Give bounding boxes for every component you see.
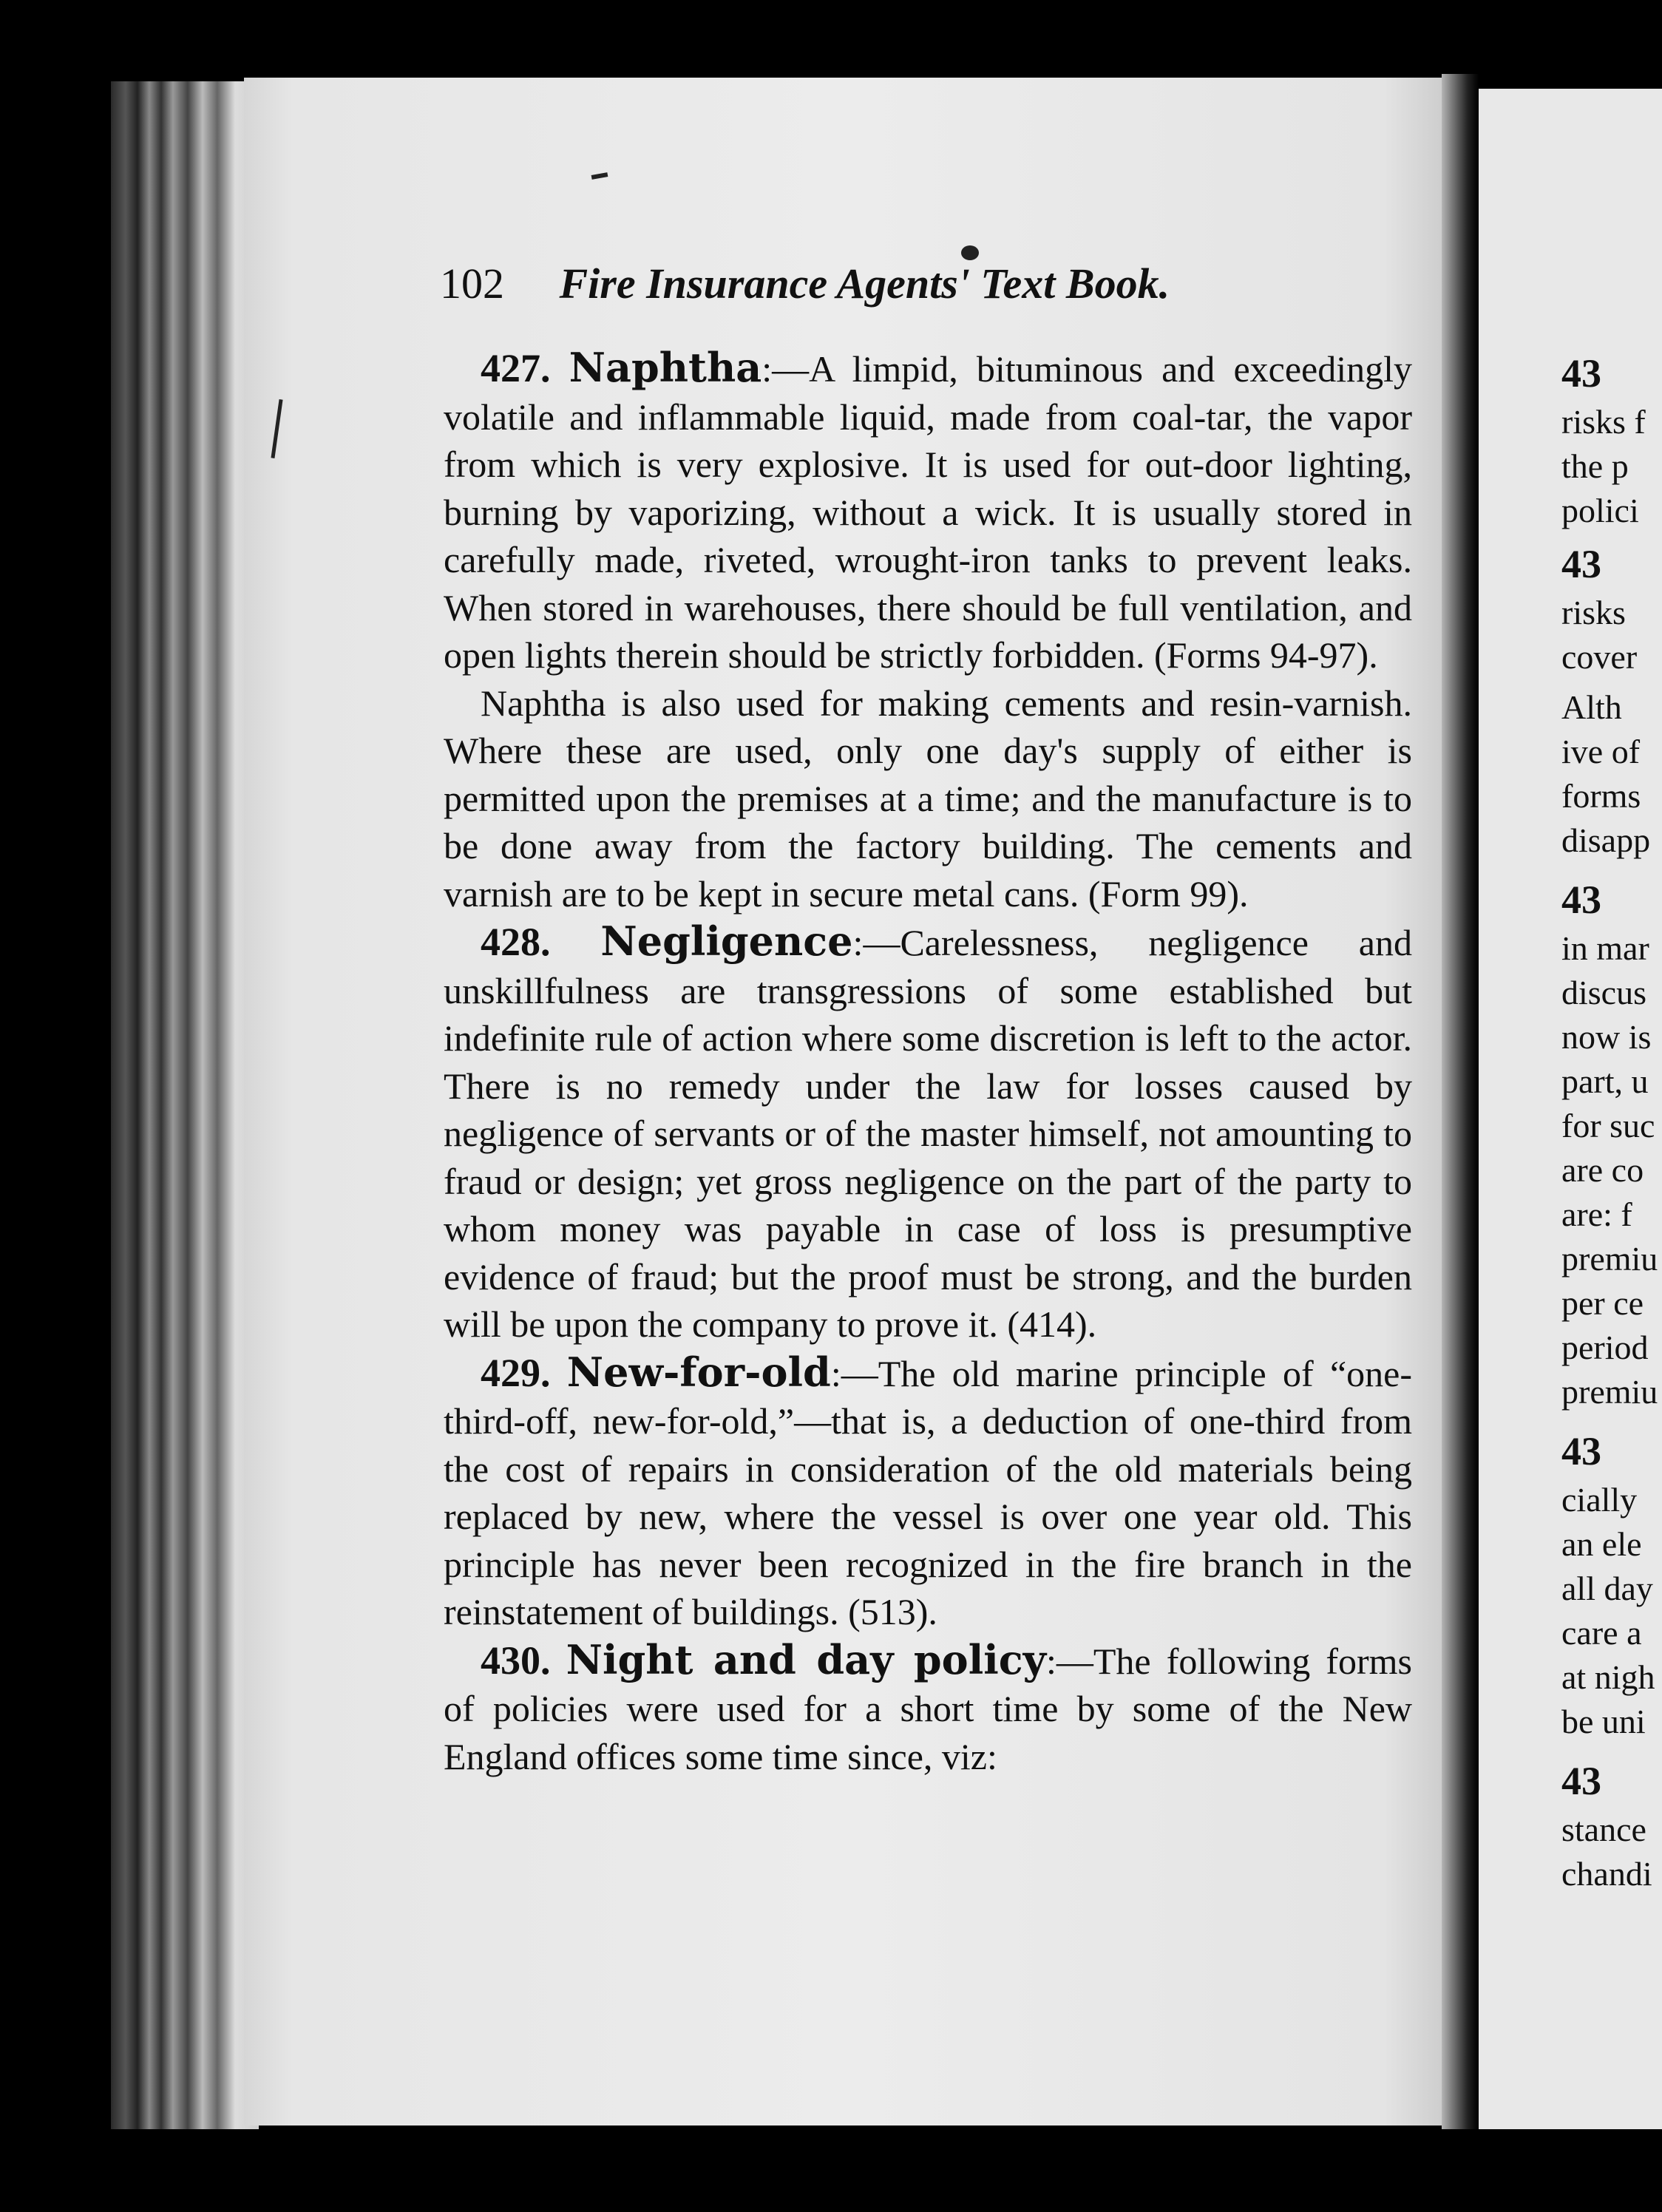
right-page-fragment: premiu (1561, 1240, 1658, 1278)
right-page-fragment: 43 (1561, 878, 1601, 922)
right-page-fragment: stance (1561, 1811, 1646, 1848)
right-page-fragment: risks f (1561, 403, 1646, 441)
right-page-fragment: care a (1561, 1614, 1642, 1652)
page-header (440, 259, 1401, 308)
right-page-fragment: an ele (1561, 1525, 1642, 1563)
right-page-fragment: period (1561, 1329, 1649, 1366)
right-page-fragment: 43 (1561, 542, 1601, 586)
right-page-text-fragments (1561, 351, 1662, 1896)
entry-number: 428. (481, 920, 551, 964)
right-page-fragment: in mar (1561, 929, 1649, 967)
right-page-fragment: per ce (1561, 1284, 1644, 1322)
right-page-fragment: are: f (1561, 1195, 1632, 1233)
right-page-fragment: risks (1561, 594, 1626, 631)
right-page-fragment: disapp (1561, 821, 1651, 859)
right-page-fragment: polici (1561, 492, 1639, 529)
right-page-fragment: 43 (1561, 351, 1601, 396)
right-page-fragment: all day (1561, 1570, 1653, 1607)
right-page-fragment: the p (1561, 447, 1629, 485)
entry-text: :—Carelessness, negligence and unskillfulness are transgressions of some established but indefinite rule of action where some discretion is left to the actor. There is no remedy under the law for losses caused by negligence of servants or of the master himself, not amounting to fraud or design; yet gross negligence on the part of the party to whom money was payable in case of loss is presumptive evidence of fraud; but the proof must be strong, and the burden will be upon the company to prove it. (414). (444, 922, 1412, 1345)
right-page-fragment: for suc (1561, 1107, 1655, 1144)
page-gutter (1442, 74, 1479, 2129)
entry-number: 430. (481, 1638, 551, 1683)
entry-heading: Night and day policy (566, 1635, 1046, 1683)
book-spine-edge (111, 81, 259, 2129)
right-page-fragment: Alth (1561, 688, 1622, 726)
entry-text: :—The old marine principle of “one-third-off, new-for-old,”—that is, a deduction of one-third from the cost of repairs in consideration of the old materials being replaced by new, where the vessel is over one year old. This principle has never been recognized in the fire branch in the reinstatement of buildings. (513). (444, 1352, 1413, 1632)
entry-427 (444, 344, 1412, 679)
right-page-fragment: cially (1561, 1481, 1638, 1519)
entry-430 (444, 1636, 1412, 1781)
right-page-fragment: ive of (1561, 733, 1641, 770)
page-number: 102 (440, 259, 504, 308)
right-page-fragment: forms (1561, 777, 1641, 815)
entry-heading: Negligence (600, 917, 853, 965)
right-page-fragment: be uni (1561, 1703, 1646, 1740)
entry-number: 429. (481, 1350, 551, 1395)
ink-speck (961, 245, 979, 260)
right-page-fragment: part, u (1561, 1062, 1649, 1100)
right-page-fragment: now is (1561, 1018, 1652, 1056)
entry-428 (444, 917, 1412, 1348)
right-page-fragment: chandi (1561, 1855, 1652, 1893)
right-page-fragment: are co (1561, 1151, 1644, 1189)
right-page-fragment: cover (1561, 638, 1638, 676)
body-text (444, 344, 1412, 1780)
entry-heading: Naphtha (569, 344, 762, 391)
right-page-fragment: premiu (1561, 1373, 1658, 1411)
entry-text: :—The following forms of policies were used for a short time by some of the New England offices some time since, viz: (444, 1640, 1412, 1777)
right-page-fragment: discus (1561, 974, 1646, 1011)
right-page-fragment: at nigh (1561, 1658, 1655, 1696)
entry-427-continuation: Naphtha is also used for making cements and resin-varnish. Where these are used, only one day's supply of either is permitted upon the premises at a time; and the manufacture is to be done away from the factory building. The cements and varnish are to be kept in secure metal cans. (Form 99). (444, 682, 1412, 915)
entry-number: 427. (481, 346, 551, 390)
running-title: Fire Insurance Agents' Text Book. (559, 259, 1170, 308)
entry-429 (444, 1348, 1412, 1636)
right-page-fragment: 43 (1561, 1759, 1601, 1803)
entry-heading: New-for-old (566, 1348, 831, 1396)
right-page-fragment: 43 (1561, 1429, 1601, 1473)
entry-text: :—A limpid, bituminous and exceedingly volatile and inflammable liquid, made from coal-tar, the vapor from which is very explosive. It is used for out-door lighting, burning by vaporizing, without a wick. It is usually stored in carefully made, riveted, wrought-iron tanks to prevent leaks. When stored in warehouses, there should be full ventilation, and open lights therein should be strictly forbidden. (Forms 94-97). (444, 348, 1412, 676)
